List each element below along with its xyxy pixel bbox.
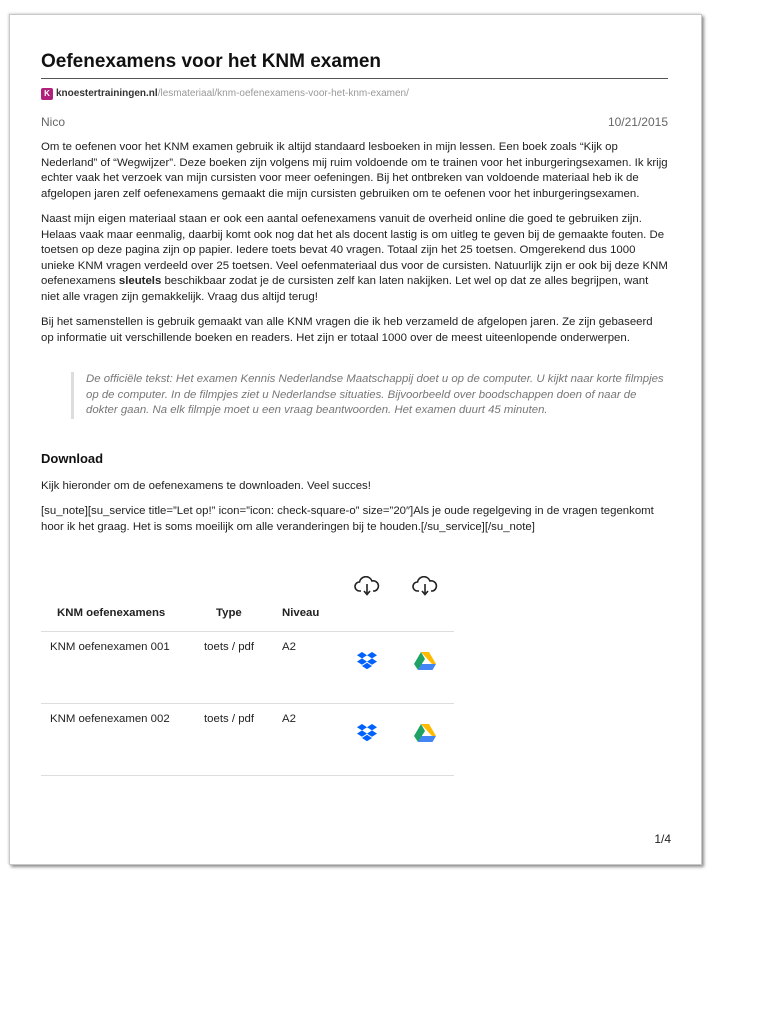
page-number: 1/4 <box>654 832 671 846</box>
article-meta <box>41 115 668 129</box>
author: Nico <box>41 115 66 129</box>
exam-level: A2 <box>274 704 338 776</box>
header-level: Niveau <box>282 607 320 619</box>
official-quote: De officiële tekst: Het examen Kennis Nederlandse Maatschappij doet u op de computer. U kijkt naar korte filmpjes op de computer. In de filmpjes ziet u Nederlandse situaties. Bijvoorbeeld over boodschappen doen of naar de dokter gaan. Na elk filmpje moet u een vraag beantwoorden. Het examen duurt 45 minuten. <box>71 372 668 419</box>
table-row <box>41 704 454 776</box>
exam-type: toets / pdf <box>196 632 274 704</box>
google-drive-download-button[interactable] <box>396 632 454 704</box>
paragraph-3: Bij het samenstellen is gebruik gemaakt van alle KNM vragen die ik heb verzameld de afgelopen jaren. Ze zijn gebaseerd op informatie uit verschillende boeken en readers. Het zijn er totaal 1000 over de meest uiteenlopende onderwerpen. <box>41 316 653 344</box>
exam-name: KNM oefenexamen 002 <box>41 704 196 776</box>
paragraph-2 <box>41 212 668 305</box>
article <box>41 50 668 776</box>
paragraph-2-bold: sleutels <box>118 275 162 287</box>
download-heading: Download <box>41 450 104 466</box>
paragraph-1: Om te oefenen voor het KNM examen gebruik ik altijd standaard lesboeken in mijn lessen. Een boek zoals “Kijk op Nederland” of “Wegwijzer”. Deze boeken zijn volgens mij ruim voldoende om te trainen voor het inburgeringsexamen. Ik krijg echter vaak het verzoek van mijn cursisten voor meer oefeningen. Bij het ontbreken van voldoende materiaal heb ik de afgelopen jaren zelf oefenexamens gemaakt die mijn cursisten gebruiken om te oefenen voor het inburgeringsexamen. <box>41 141 668 200</box>
source-line <box>41 87 668 101</box>
google-drive-icon <box>413 651 437 671</box>
shortcode-note: [su_note][su_service title=”Let op!” icon=”icon: check-square-o” size=”20″]Als je oude regelgeving in de vragen tegenkomt hoor ik het graag. Het is soms moeilijk om alle veranderingen bij te houden.[/su_service][/su_note] <box>41 505 654 533</box>
google-drive-download-button[interactable] <box>396 704 454 776</box>
dropbox-icon <box>356 723 378 743</box>
exam-name: KNM oefenexamen 001 <box>41 632 196 704</box>
page-title: Oefenexamens voor het KNM examen <box>41 50 668 79</box>
publish-date: 10/21/2015 <box>607 115 668 129</box>
paragraph-2-part-2: beschikbaar zodat je de cursisten zelf kan laten nakijken. Let wel op dat ze alles begrijpen, want niet alle vragen zijn gemakkelijk. Vraag dus altijd terug! <box>41 275 649 303</box>
header-name: KNM oefenexamens <box>57 607 166 619</box>
download-intro: Kijk hieronder om de oefenexamens te downloaden. Veel succes! <box>41 479 371 492</box>
table-row <box>41 632 454 704</box>
dropbox-icon <box>356 651 378 671</box>
header-type: Type <box>216 607 242 619</box>
exam-level: A2 <box>274 632 338 704</box>
site-logo-icon: K <box>41 88 53 100</box>
source-domain: knoestertrainingen.nl <box>56 88 158 99</box>
exam-table <box>41 573 454 776</box>
table-icon-row <box>41 573 454 599</box>
source-link[interactable] <box>56 87 409 101</box>
dropbox-download-button[interactable] <box>338 704 396 776</box>
cloud-download-icon <box>396 573 454 599</box>
document-page <box>9 14 702 865</box>
table-header <box>41 599 454 632</box>
google-drive-icon <box>413 723 437 743</box>
source-path: /lesmateriaal/knm-oefenexamens-voor-het-knm-examen/ <box>157 88 409 99</box>
paragraph-2-part-1: Naast mijn eigen materiaal staan er ook een aantal oefenexamens vanuit de overheid online die goed te gebruiken zijn. Helaas vaak maar eenmalig, daarbij komt ook nog dat het als docent lastig is om uitleg te geven bij de gemaakte fouten. De toetsen op deze pagina zijn op papier. Iedere toets bevat 40 vragen. Totaal zijn het 25 toetsen. Omgerekend dus 1000 unieke KNM vragen verdeeld over 25 toetsen. Veel oefenmateriaal dus voor de cursisten. Natuurlijk zijn er ook bij deze KNM oefenexamens <box>41 213 668 287</box>
cloud-download-icon <box>338 573 396 599</box>
exam-type: toets / pdf <box>196 704 274 776</box>
dropbox-download-button[interactable] <box>338 632 396 704</box>
